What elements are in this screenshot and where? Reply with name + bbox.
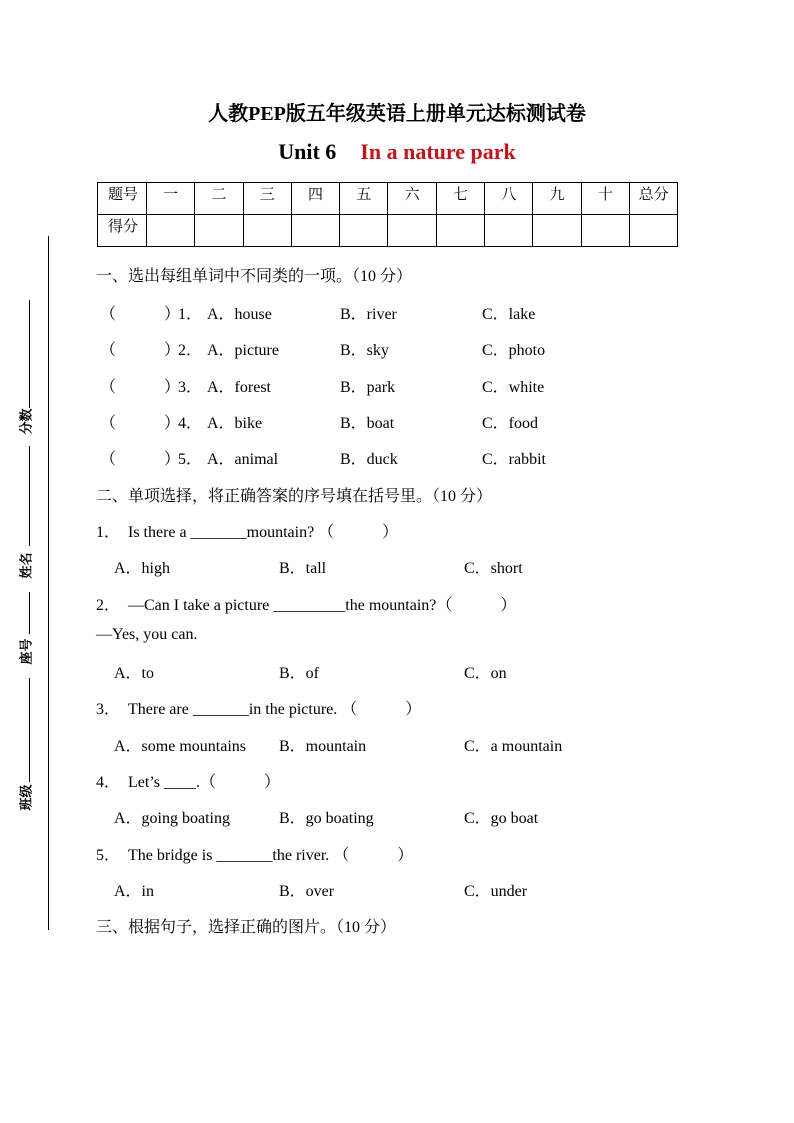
score-cell: 十	[581, 183, 629, 215]
s2-q5-stem: 5． The bridge is _______the river. （ ）	[96, 847, 414, 864]
section-1-heading: 一、选出每组单词中不同类的一项。（10 分）	[96, 268, 413, 285]
item-number: 3．	[178, 379, 203, 396]
option-a: A．animal	[207, 451, 279, 468]
score-input-cell[interactable]	[436, 215, 484, 247]
side-label-score: 分数	[18, 408, 34, 435]
option-c: C．rabbit	[482, 451, 546, 468]
unit-name: In a nature park	[360, 139, 516, 164]
score-input-cell[interactable]	[243, 215, 291, 247]
binding-line	[48, 236, 49, 930]
score-input-cell[interactable]	[147, 215, 195, 247]
score-cell: 一	[147, 183, 195, 215]
answer-bracket[interactable]: （ ）	[100, 451, 181, 468]
score-cell: 九	[533, 183, 581, 215]
s2-q3-option-b: B．mountain	[279, 738, 367, 755]
s2-q1-option-b: B．tall	[279, 560, 327, 577]
score-blank-line[interactable]	[29, 300, 30, 408]
option-b: B．duck	[340, 451, 398, 468]
seat-blank-line[interactable]	[29, 592, 30, 634]
answer-bracket[interactable]: （ ）	[100, 379, 181, 396]
section-2-heading: 二、单项选择，将正确答案的序号填在括号里。（10 分）	[96, 488, 493, 505]
score-input-cell[interactable]	[629, 215, 677, 247]
s2-q2-stem-reply: —Yes, you can.	[96, 626, 198, 643]
page-title: 人教PEP版五年级英语上册单元达标测试卷	[208, 103, 586, 125]
side-label-name: 姓名	[18, 552, 34, 579]
s2-q2-option-a: A．to	[114, 665, 155, 682]
score-table-header-row	[98, 183, 678, 215]
answer-bracket[interactable]: （ ）	[100, 306, 181, 323]
score-input-cell[interactable]	[581, 215, 629, 247]
s2-q4-option-a: A．going boating	[114, 810, 230, 827]
score-table	[97, 182, 678, 247]
score-cell: 六	[388, 183, 436, 215]
class-blank-line[interactable]	[29, 678, 30, 782]
score-cell: 四	[291, 183, 339, 215]
s2-q5-option-c: C．under	[464, 883, 528, 900]
option-b: B．boat	[340, 415, 395, 432]
score-input-cell[interactable]	[291, 215, 339, 247]
item-number: 5．	[178, 451, 203, 468]
score-input-cell[interactable]	[340, 215, 388, 247]
option-c: C．photo	[482, 342, 546, 359]
option-a: A．house	[207, 306, 272, 323]
section-3-heading: 三、根据句子，选择正确的图片。（10 分）	[96, 919, 397, 936]
score-cell: 五	[340, 183, 388, 215]
option-a: A．bike	[207, 415, 263, 432]
score-input-cell[interactable]	[195, 215, 243, 247]
score-cell: 七	[436, 183, 484, 215]
unit-number: Unit 6	[278, 139, 337, 164]
s2-q4-option-b: B．go boating	[279, 810, 374, 827]
item-number: 4．	[178, 415, 203, 432]
answer-bracket[interactable]: （ ）	[100, 415, 181, 432]
score-input-cell[interactable]	[533, 215, 581, 247]
score-table-score-row	[98, 215, 678, 247]
s2-q3-stem: 3． There are _______in the picture. （ ）	[96, 701, 422, 718]
s2-q2-option-b: B．of	[279, 665, 320, 682]
option-c: C．food	[482, 415, 539, 432]
option-a: A．picture	[207, 342, 279, 359]
option-b: B．park	[340, 379, 396, 396]
option-c: C．lake	[482, 306, 536, 323]
s2-q2-stem: 2． —Can I take a picture _________the mountain?（ ）	[96, 597, 517, 614]
s2-q3-option-a: A．some mountains	[114, 738, 246, 755]
s2-q1-option-c: C．short	[464, 560, 523, 577]
unit-title	[0, 139, 794, 165]
item-number: 1．	[178, 306, 203, 323]
option-b: B．sky	[340, 342, 389, 359]
answer-bracket[interactable]: （ ）	[100, 342, 181, 359]
s2-q3-option-c: C．a mountain	[464, 738, 563, 755]
side-label-seat: 座号	[18, 638, 34, 665]
score-input-cell[interactable]	[485, 215, 533, 247]
score-cell: 二	[195, 183, 243, 215]
option-b: B．river	[340, 306, 397, 323]
score-cell: 八	[485, 183, 533, 215]
s2-q5-option-b: B．over	[279, 883, 335, 900]
score-cell: 总分	[629, 183, 677, 215]
side-label-class: 班级	[18, 784, 34, 811]
score-row-label: 得分	[98, 215, 147, 247]
option-a: A．forest	[207, 379, 271, 396]
option-c: C．white	[482, 379, 545, 396]
score-cell: 三	[243, 183, 291, 215]
s2-q1-option-a: A．high	[114, 560, 171, 577]
s2-q4-stem: 4． Let’s ____.（ ）	[96, 774, 280, 791]
item-number: 2．	[178, 342, 203, 359]
s2-q1-stem: 1． Is there a _______mountain? （ ）	[96, 524, 399, 541]
score-input-cell[interactable]	[388, 215, 436, 247]
name-blank-line[interactable]	[29, 446, 30, 546]
s2-q2-option-c: C．on	[464, 665, 507, 682]
s2-q5-option-a: A．in	[114, 883, 155, 900]
s2-q4-option-c: C．go boat	[464, 810, 539, 827]
score-cell: 题号	[98, 183, 147, 215]
